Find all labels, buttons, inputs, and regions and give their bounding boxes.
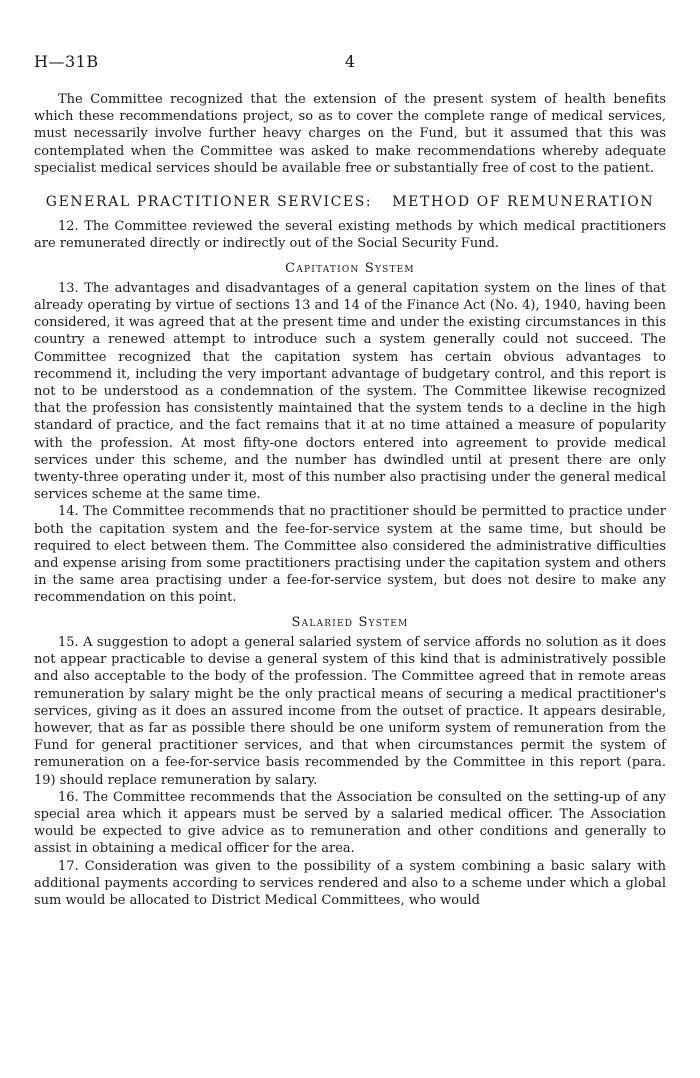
intro-paragraph: The Committee recognized that the extension of the present system of health benefits which these recommendations project, so as to cover the complete range of medical services, must necessarily involve further heavy charges on the Fund, but it assumed that this was contemplated when the Committee was asked to make recommendations whereby adequate specialist medical services should be available free or substantially free of cost to the patient. — [34, 92, 666, 176]
page-number: 4 — [344, 52, 356, 71]
salaried-system-heading: Salaried System — [291, 614, 409, 630]
paragraph-15: 15. A suggestion to adopt a general salaried system of service affords no solution as it does not appear practicable to devise a general system of this kind that is administratively possible and also acceptable to the body of the profession. The Committee agreed that in remote areas remuneration by salary might be the only practical means of securing a medical practitioner's services, giving as it does an assured income from the outset of practice. It appears desirable, however, that as far as possible there should be one uniform system of remuneration from the Fund for general practitioner services, and that when circumstances permit the system of remuneration on a fee-for-service basis recommended by the Committee in this report (para. 19) should replace remuneration by salary. — [34, 634, 666, 788]
paragraph-12: 12. The Committee reviewed the several existing methods by which medical practitioners are remunerated directly or indirectly out of the Social Security Fund. — [34, 219, 666, 252]
paragraph-16: 16. The Committee recommends that the Association be consulted on the setting-up of any special area which it appears must be served by a salaried medical officer. The Association would be expected to give advice as to remuneration and other conditions and generally to assist in obtaining a medical officer for the area. — [34, 789, 666, 857]
capitation-system-heading: Capitation System — [285, 260, 415, 276]
paragraph-13: 13. The advantages and disadvantages of a general capitation system on the lines of that already operating by virtue of sections 13 and 14 of the Finance Act (No. 4), 1940, having been considered, it was agreed that at the present time and under the existing circumstances in this country a renewed attempt to introduce such a system generally could not succeed. The Committee recognized that the capitation system has certain obvious advantages to recommend it, including the very important advantage of budgetary control, and this report is not to be understood as a condemnation of the system. The Committee likewise recognized that the profession has consistently maintained that the system tends to a decline in the high standard of practice, and the fact remains that it at no time attained a measure of popularity with the profession. At most fifty-one doctors entered into agreement to provide medical services under this scheme, and the number has dwindled until at present there are only twenty-three operating under it, most of this number also practising under the general medical services scheme at the same time. — [34, 280, 666, 503]
paragraph-17: 17. Consideration was given to the possibility of a system combining a basic salary with additional payments according to services rendered and also to a scheme under which a global sum would be allocated to District Medical Committees, who would — [34, 858, 666, 908]
document-body — [34, 91, 666, 909]
paragraph-14: 14. The Committee recommends that no practitioner should be permitted to practice under both the capitation system and the fee-for-service system at the same time, but should be required to elect between them. The Committee also considered the administrative difficulties and expense arising from some practitioners practising under the capitation system and others in the same area practising under a fee-for-service system, but does not desire to make any recommendation on this point. — [34, 504, 666, 606]
page-header — [34, 52, 666, 72]
section-heading — [34, 194, 666, 211]
section-heading-right: METHOD OF REMUNERATION — [392, 194, 655, 211]
section-heading-left: GENERAL PRACTITIONER SERVICES: — [45, 194, 373, 211]
document-reference: H—31B — [34, 52, 99, 71]
